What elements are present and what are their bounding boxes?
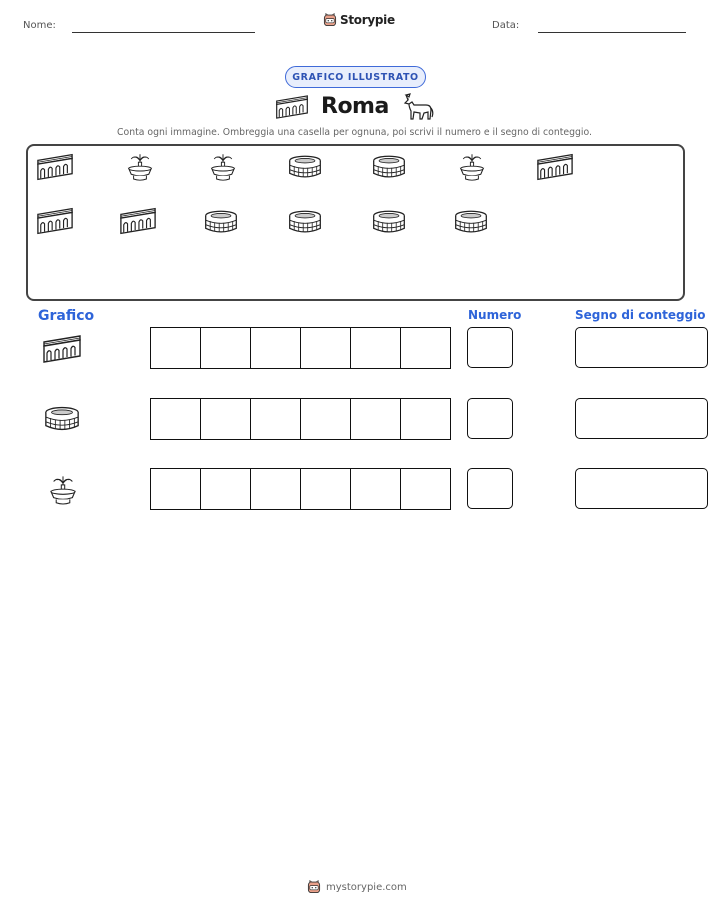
aqueduct-icon — [36, 152, 74, 182]
graph-cell[interactable] — [350, 398, 401, 440]
graph-cell[interactable] — [300, 468, 351, 510]
graph-cell[interactable] — [400, 468, 451, 510]
graph-cell[interactable] — [200, 327, 251, 369]
mascot-icon — [323, 13, 337, 27]
tally-box[interactable] — [575, 398, 708, 439]
footer-url[interactable]: mystorypie.com — [326, 881, 407, 893]
aqueduct-icon — [536, 152, 574, 182]
fountain-icon — [124, 151, 156, 183]
colosseum-icon — [287, 208, 323, 236]
graph-cell[interactable] — [150, 468, 201, 510]
graph-cell[interactable] — [250, 327, 301, 369]
graph-cell[interactable] — [200, 468, 251, 510]
colosseum-icon — [287, 153, 323, 181]
picture-box — [26, 144, 685, 301]
fountain-icon — [46, 473, 80, 507]
aqueduct-icon — [36, 206, 74, 236]
badge-label: GRAFICO ILLUSTRATO — [292, 71, 419, 83]
graph-cell[interactable] — [300, 327, 351, 369]
graph-cell[interactable] — [250, 398, 301, 440]
aqueduct-icon — [119, 206, 157, 236]
date-line[interactable] — [538, 32, 686, 33]
name-line[interactable] — [72, 32, 255, 33]
number-box[interactable] — [467, 398, 513, 439]
instructions-text: Conta ogni immagine. Ombreggia una casella per ognuna, poi scrivi il numero e il segno di conteggio. — [117, 127, 592, 138]
graph-heading: Grafico — [38, 308, 95, 324]
worksheet-type-badge — [285, 66, 426, 88]
graph-cell[interactable] — [200, 398, 251, 440]
fountain-icon — [207, 151, 239, 183]
graph-cell[interactable] — [350, 327, 401, 369]
name-label: Nome: — [23, 20, 56, 31]
fountain-icon — [456, 151, 488, 183]
tally-box[interactable] — [575, 327, 708, 368]
number-box[interactable] — [467, 327, 513, 368]
tally-heading: Segno di conteggio — [575, 308, 706, 322]
storypie-logo — [323, 13, 395, 27]
page-title: Roma — [321, 94, 389, 119]
colosseum-icon — [203, 208, 239, 236]
graph-cell[interactable] — [250, 468, 301, 510]
colosseum-icon — [43, 404, 81, 434]
tally-box[interactable] — [575, 468, 708, 509]
brand-name: Storypie — [340, 13, 395, 27]
aqueduct-icon — [275, 94, 309, 120]
graph-cell[interactable] — [400, 398, 451, 440]
colosseum-icon — [453, 208, 489, 236]
mascot-icon — [307, 880, 321, 894]
footer — [307, 880, 407, 894]
graph-cell[interactable] — [300, 398, 351, 440]
number-box[interactable] — [467, 468, 513, 509]
date-label: Data: — [492, 20, 520, 31]
aqueduct-icon — [42, 333, 82, 365]
number-heading: Numero — [468, 308, 522, 322]
graph-cell[interactable] — [150, 327, 201, 369]
graph-cell[interactable] — [350, 468, 401, 510]
wolf-icon — [400, 90, 434, 122]
colosseum-icon — [371, 153, 407, 181]
colosseum-icon — [371, 208, 407, 236]
graph-cell[interactable] — [400, 327, 451, 369]
graph-cell[interactable] — [150, 398, 201, 440]
